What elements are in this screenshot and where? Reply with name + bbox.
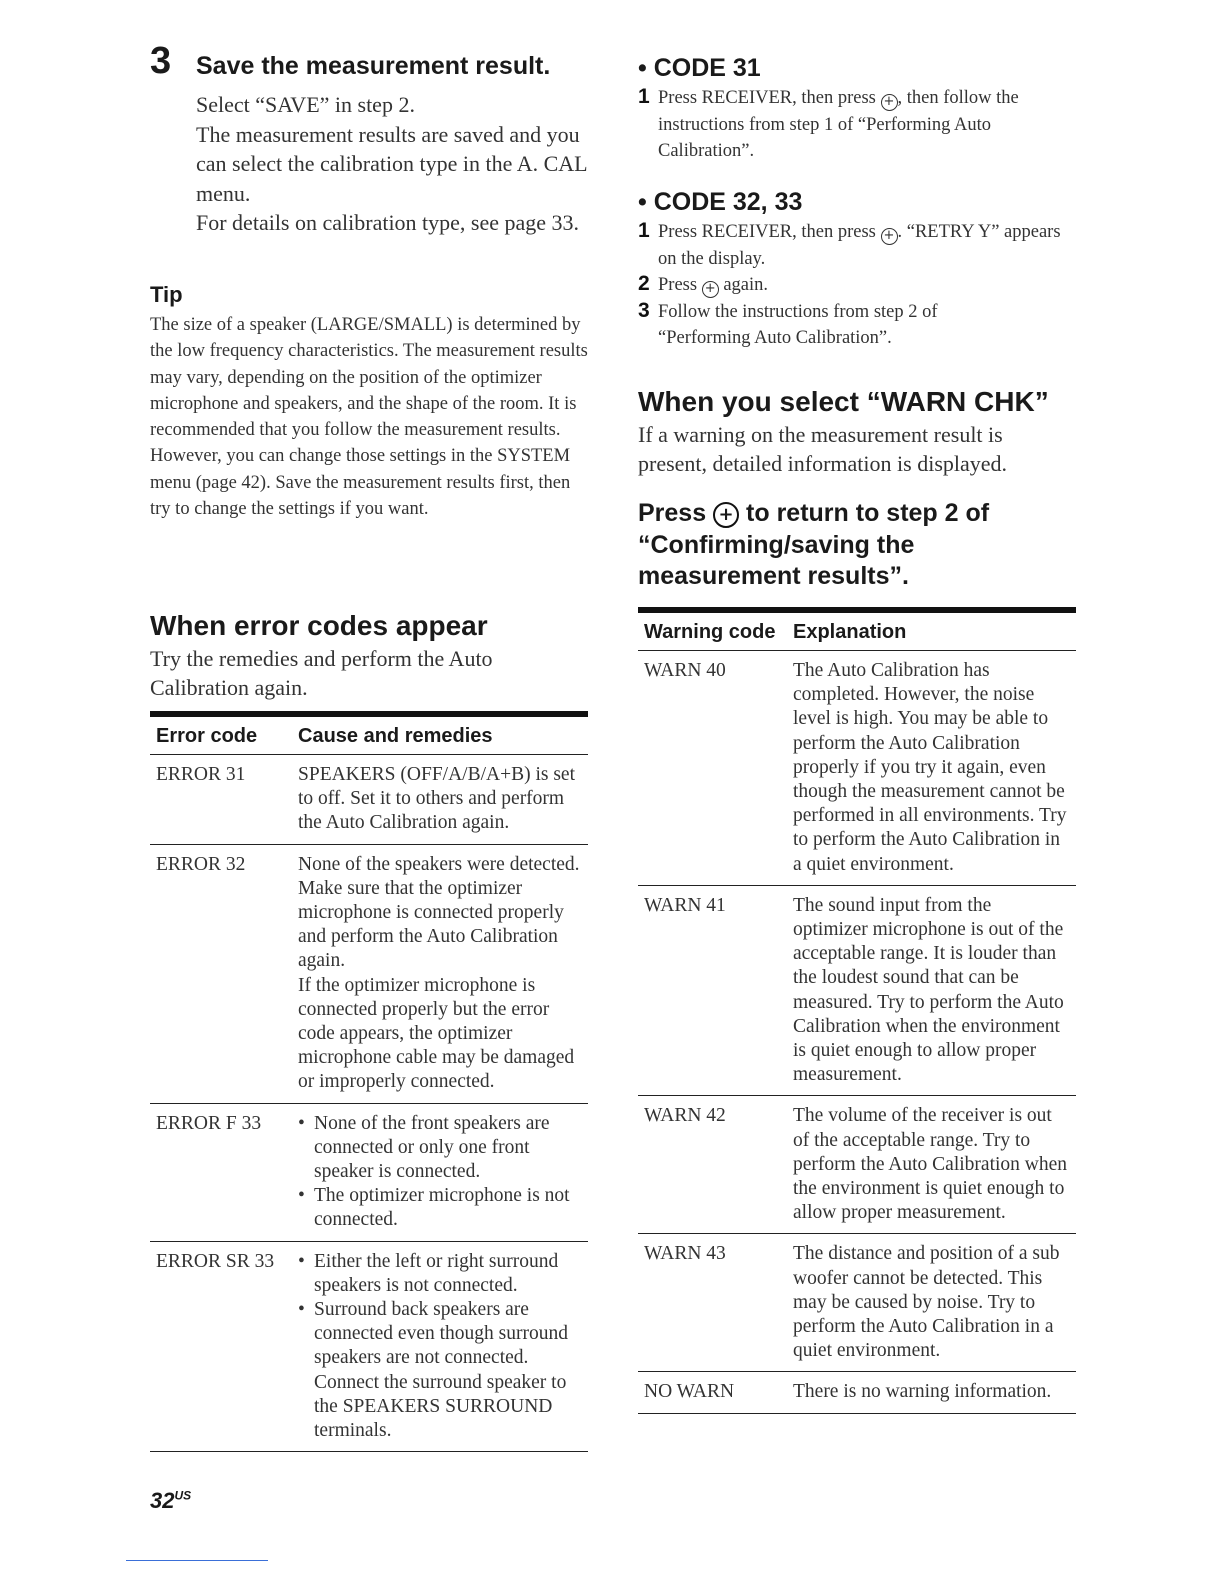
warning-explanation: There is no warning information.: [787, 1372, 1076, 1413]
code-32-33-section: [638, 188, 1078, 352]
bullet-list: [298, 1112, 582, 1233]
press-text: to return to step 2 of “Confirming/saving the measurement results”.: [638, 499, 990, 590]
tip-text: The size of a speaker (LARGE/SMALL) is determined by the low frequency characteristics. The measurement results may vary, depending on the position of the optimizer microphone and speakers, and the shape of the room. It is recommended that you follow the measurement results. However, you can change those settings in the SYSTEM menu (page 42). Save the measurement results first, then try to change the settings if you want.: [150, 315, 588, 520]
list-item: • Either the left or right surround speakers is not connected.: [298, 1250, 582, 1298]
table-row: [638, 1372, 1076, 1413]
step-text: , then follow the instructions from step 1 of “Performing Auto Calibration”.: [658, 88, 1019, 161]
error-code: ERROR 31: [150, 755, 292, 845]
step-index: 3: [638, 298, 650, 322]
table-row: [638, 651, 1076, 886]
error-remedy: [292, 1103, 588, 1241]
enter-button-icon: +: [702, 281, 719, 298]
remedy-text: If the optimizer microphone is connected properly but the error code appears, the optimizer microphone cable may be damaged or improperly connected.: [298, 974, 575, 1093]
warning-code: WARN 42: [638, 1096, 787, 1234]
error-code: ERROR F 33: [150, 1103, 292, 1241]
column-header: Cause and remedies: [292, 714, 588, 755]
error-code: ERROR 32: [150, 844, 292, 1103]
error-remedy: [292, 844, 588, 1103]
table-row: [638, 1234, 1076, 1372]
error-remedy: SPEAKERS (OFF/A/B/A+B) is set to off. Set it to others and perform the Auto Calibration again.: [292, 755, 588, 845]
warning-code: WARN 40: [638, 651, 787, 886]
step-text: Press RECEIVER, then press: [658, 88, 881, 108]
code-31-section: [638, 54, 1078, 165]
warning-explanation: The distance and position of a sub woofer cannot be detected. This may be caused by noise. Try to perform the Auto Calibration in a quiet environment.: [787, 1234, 1076, 1372]
step-body: [196, 90, 596, 238]
warning-code: WARN 41: [638, 885, 787, 1096]
warning-explanation: The volume of the receiver is out of the acceptable range. Try to perform the Auto Calibration when the environment is quiet enough to allow proper measurement.: [787, 1096, 1076, 1234]
press-text: Press: [638, 499, 707, 527]
list-item: • None of the front speakers are connected or only one front speaker is connected.: [298, 1112, 582, 1185]
enter-button-icon: +: [881, 94, 898, 111]
column-header: Warning code: [638, 610, 787, 651]
enter-button-icon: +: [881, 228, 898, 245]
list-item: • The optimizer microphone is not connected.: [298, 1184, 582, 1232]
tip-heading: Tip: [150, 282, 183, 307]
code-31-step: [638, 85, 1078, 165]
step-title: Save the measurement result.: [196, 52, 551, 80]
code-31-heading: • CODE 31: [638, 54, 761, 82]
table-header-row: [638, 610, 1076, 651]
error-codes-intro: Try the remedies and perform the Auto Calibration again.: [150, 646, 493, 700]
page-region-suffix: US: [174, 1488, 192, 1503]
press-instruction: [638, 498, 1068, 593]
code-32-33-step: [638, 299, 998, 352]
code-32-33-step: [638, 219, 1078, 272]
step-index: 1: [638, 219, 650, 242]
error-code: ERROR SR 33: [150, 1241, 292, 1452]
warning-code: NO WARN: [638, 1372, 787, 1413]
error-code-table: [150, 711, 588, 1452]
page-number-value: 32: [150, 1488, 175, 1513]
column-header: Error code: [150, 714, 292, 755]
step-line: For details on calibration type, see page 33.: [196, 210, 580, 235]
error-codes-heading: When error codes appear: [150, 610, 488, 641]
warning-code: WARN 43: [638, 1234, 787, 1372]
table-row: [150, 1103, 588, 1241]
table-row: [638, 1096, 1076, 1234]
page-number: [150, 1488, 191, 1514]
table-row: [638, 885, 1076, 1096]
warning-explanation: The sound input from the optimizer microphone is out of the acceptable range. It is louder than the loudest sound that can be measured. Try to perform the Auto Calibration when the environment is quiet enough to allow proper measurement.: [787, 885, 1076, 1096]
step-line: The measurement results are saved and you can select the calibration type in the A. CAL menu.: [196, 121, 587, 206]
step-text: Follow the instructions from step 2 of “Performing Auto Calibration”.: [658, 301, 938, 348]
column-header: Explanation: [787, 610, 1076, 651]
table-row: [150, 1241, 588, 1452]
remedy-text: None of the speakers were detected. Make sure that the optimizer microphone is connected properly and perform the Auto Calibration again.: [298, 853, 580, 972]
step-index: 2: [638, 272, 650, 295]
step-number: 3: [150, 40, 172, 82]
step-text: . “RETRY Y” appears on the display.: [658, 222, 1061, 269]
bullet-list: [298, 1250, 582, 1444]
step-text: again.: [718, 275, 768, 295]
table-header-row: [150, 714, 588, 755]
step-index: 1: [638, 85, 650, 108]
code-32-33-step: [638, 272, 1078, 299]
error-remedy: [292, 1241, 588, 1452]
step-line: Select “SAVE” in step 2.: [196, 92, 415, 117]
warning-explanation: The Auto Calibration has completed. However, the noise level is high. You may be able to perform the Auto Calibration properly if you try it again, even though the measurement cannot be performed in all environments. Try to perform the Auto Calibration in a quiet environment.: [787, 651, 1076, 886]
warn-chk-heading: When you select “WARN CHK”: [638, 386, 1049, 417]
list-item: • Surround back speakers are connected even though surround speakers are not connected. Connect the surround speaker to the SPEAKERS SURROUND terminals.: [298, 1298, 582, 1443]
table-row: [150, 755, 588, 845]
enter-button-icon: +: [713, 502, 739, 528]
warn-chk-intro: If a warning on the measurement result is present, detailed information is displayed.: [638, 422, 1008, 476]
step-text: Press RECEIVER, then press: [658, 222, 881, 242]
bottom-divider: [126, 1560, 268, 1561]
step-text: Press: [658, 275, 702, 295]
table-row: [150, 844, 588, 1103]
code-32-33-heading: • CODE 32, 33: [638, 188, 803, 216]
warning-code-table: [638, 607, 1076, 1414]
